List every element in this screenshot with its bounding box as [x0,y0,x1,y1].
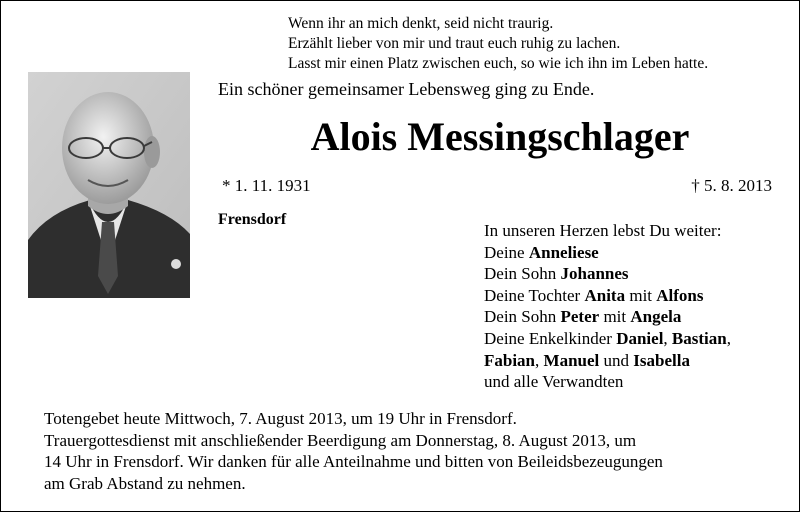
subtitle: Ein schöner gemeinsamer Lebensweg ging zu Ende. [218,79,595,99]
poem-line: Wenn ihr an mich denkt, seid nicht traurig. [288,15,554,32]
poem-line: Erzählt lieber von mir und traut euch ruhig zu lachen. [288,35,621,52]
mourner-line: Deine Enkelkinder Daniel, Bastian, [484,328,731,348]
notice-line: 14 Uhr in Frensdorf. Wir danken für alle Anteilnahme und bitten von Beileidsbezeugungen [44,452,663,471]
mourner-line: Dein Sohn Peter mit Angela [484,307,682,327]
notice-line: Totengebet heute Mittwoch, 7. August 2013, um 19 Uhr in Frensdorf. [44,409,517,428]
portrait-photo [28,72,190,298]
mourner-line: Fabian, Manuel und Isabella [484,350,690,370]
mourner-line: Dein Sohn Johannes [484,264,629,284]
mourner-line: Deine Tochter Anita mit Alfons [484,285,704,305]
memorial-poem [288,14,788,74]
mourner-line: Deine Anneliese [484,242,599,262]
place: Frensdorf [218,211,287,228]
birth-date: * 1. 11. 1931 [222,176,311,195]
mourners-intro: In unseren Herzen lebst Du weiter: [484,221,722,240]
poem-line: Lasst mir einen Platz zwischen euch, so wie ich ihn im Leben hatte. [288,55,709,72]
mourners-list [484,220,731,393]
death-date: † 5. 8. 2013 [691,176,772,195]
funeral-notice [44,408,784,494]
notice-line: am Grab Abstand zu nehmen. [44,473,246,493]
notice-line: Trauergottesdienst mit anschließender Beerdigung am Donnerstag, 8. August 2013, um [44,430,637,450]
deceased-name: Alois Messingschlager [310,114,690,159]
mourners-closing: und alle Verwandten [484,372,624,392]
